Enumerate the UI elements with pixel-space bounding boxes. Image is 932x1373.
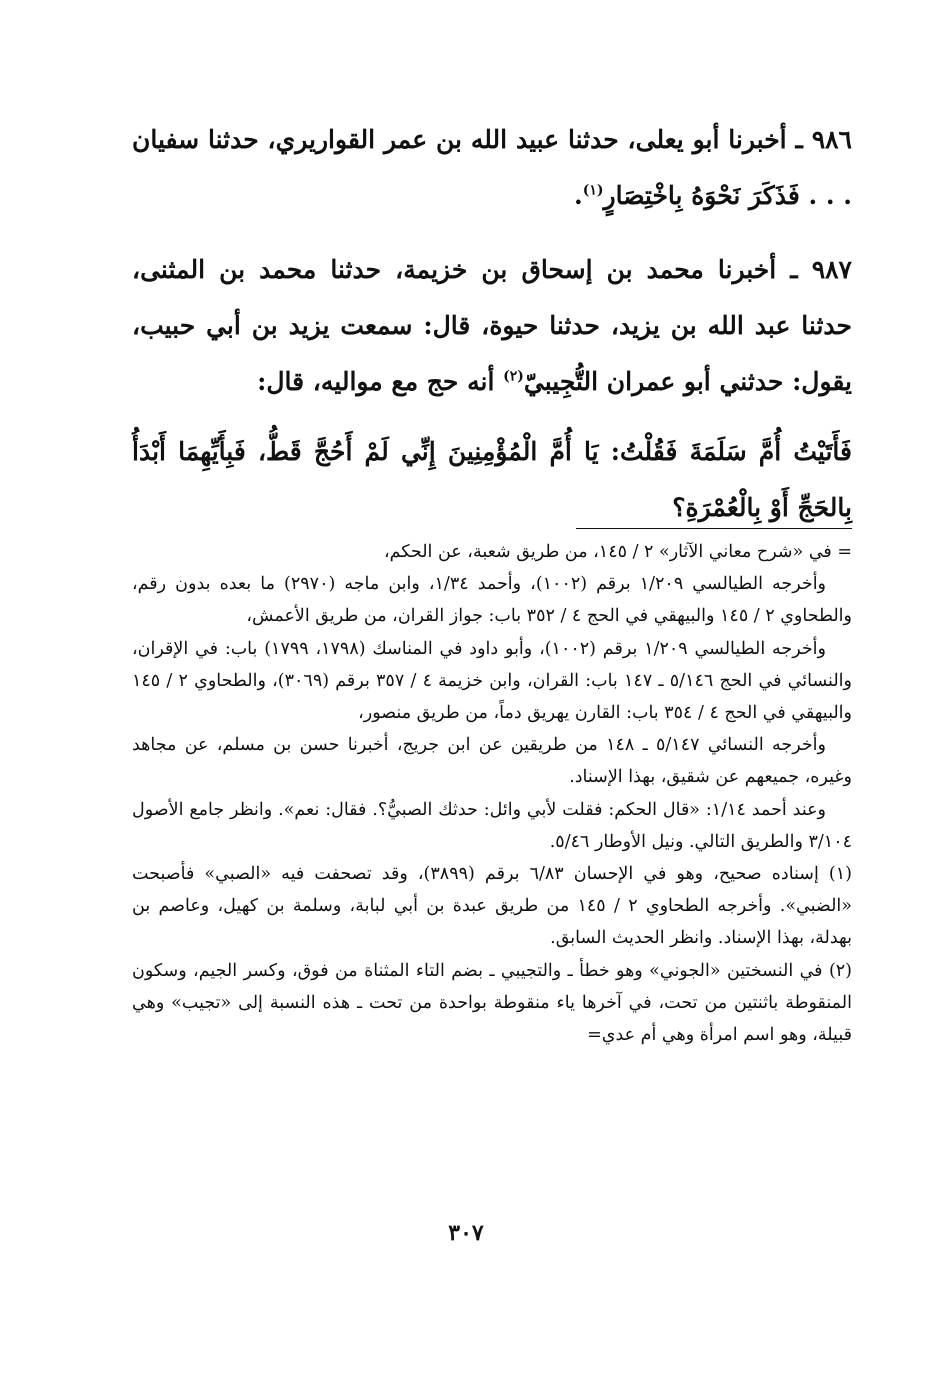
footnote-paragraph: وعند أحمد ١/١٤: «قال الحكم: فقلت لأبي وائل: حدثك الصبيُّ؟. فقال: نعم». وانظر جامع الأصول ٣/١٠٤ والطريق التالي. ونيل الأوطار ٥/٤٦.: [132, 799, 852, 852]
footnote-2: (٢) في النسختين «الجوني» وهو خطأ ـ والتجيبي ـ بضم التاء المثناة من فوق، وكسر الجيم، وسكون المنقوطة باثنتين من تحت، في آخرها ياء منقوطة بواحدة من تحت ـ هذه النسبة إلى «تجيب» وهي قبيلة، وهو اسم امرأة وهي أم عدي=: [132, 960, 852, 1046]
footnote-paragraph: وأخرجه الطيالسي ١/٢٠٩ برقم (١٠٠٢)، وأحمد ١/٣٤، وابن ماجه (٢٩٧٠) ما بعده بدون رقم، والطحاوي ٢ / ١٤٥ والبيهقي في الحج ٤ / ٣٥٢ باب: جواز القران، من طريق الأعمش،: [132, 574, 852, 627]
hadith-987-isnad-text: ٩٨٧ ـ أخبرنا محمد بن إسحاق بن خزيمة، حدثنا محمد بن المثنى، حدثنا عبد الله بن يزيد، حدثنا حيوة، قال: سمعت يزيد بن أبي حبيب، يقول: حدثني أبو عمران التُّجِيبيّ: [132, 255, 852, 396]
footnote-paragraph: وأخرجه النسائي ٥/١٤٧ ـ ١٤٨ من طريقين عن ابن جريج، أخبرنا حسن بن مسلم، عن مجاهد وغيره، جميعهم عن شقيق، بهذا الإسناد.: [132, 735, 852, 788]
page-number: ٣٠٧: [448, 1220, 484, 1246]
hadith-987-isnad-end: أنه حج مع مواليه، قال:: [257, 367, 504, 396]
hadith-987-matn: فَأَتَيْتُ أُمَّ سَلَمَةَ فَقُلْتُ: يَا أُمَّ الْمُؤْمِنِينَ إِنِّي لَمْ أَحُجَّ قَطُّ، فَبِأَيِّهِمَا أَبْدَأُ بِالحَجِّ أَوْ بِالْعُمْرَةِ؟: [132, 437, 852, 522]
footnote-ref-2[interactable]: (٢): [503, 368, 524, 385]
footnote-continuation-line: = في «شرح معاني الآثار» ٢ / ١٤٥، من طريق شعبة، عن الحكم،: [383, 542, 852, 562]
main-text: [132, 112, 852, 554]
hadith-986: [132, 112, 852, 224]
footnote-1: (١) إسناده صحيح، وهو في الإحسان ٦/٨٣ برقم (٣٨٩٩)، وقد تصحفت فيه «الصبي» فأصبحت «الضبي». وأخرجه الطحاوي ٢ / ١٤٥ من طريق عبدة بن أبي لبابة، وسلمة بن كهيل، وعاصم بن بهدلة، بهذا الإسناد. وانظر الحديث السابق.: [132, 864, 852, 949]
hadith-986-end: .: [574, 181, 583, 210]
footnote-separator: [576, 528, 852, 529]
hadith-986-text: ٩٨٦ ـ أخبرنا أبو يعلى، حدثنا عبيد الله بن عمر القواريري، حدثنا سفيان . . . فَذَكَرَ نَحْوَهُ بِاخْتِصَارٍ: [132, 125, 852, 210]
footnotes: [132, 536, 852, 1051]
hadith-987-isnad: [132, 242, 852, 410]
footnote-paragraph: وأخرجه الطيالسي ١/٢٠٩ برقم (١٠٠٢)، وأبو داود في المناسك (١٧٩٨، ١٧٩٩) باب: في الإقران، والنسائي في الحج ٥/١٤٦ ـ ١٤٧ باب: القران، وابن خزيمة ٤ / ٣٥٧ برقم (٣٠٦٩)، والطحاوي ٢ / ١٤٥ والبيهقي في الحج ٤ / ٣٥٤ باب: القارن يهريق دماً، من طريق منصور،: [132, 638, 852, 724]
footnote-ref-1[interactable]: (١): [582, 182, 604, 199]
